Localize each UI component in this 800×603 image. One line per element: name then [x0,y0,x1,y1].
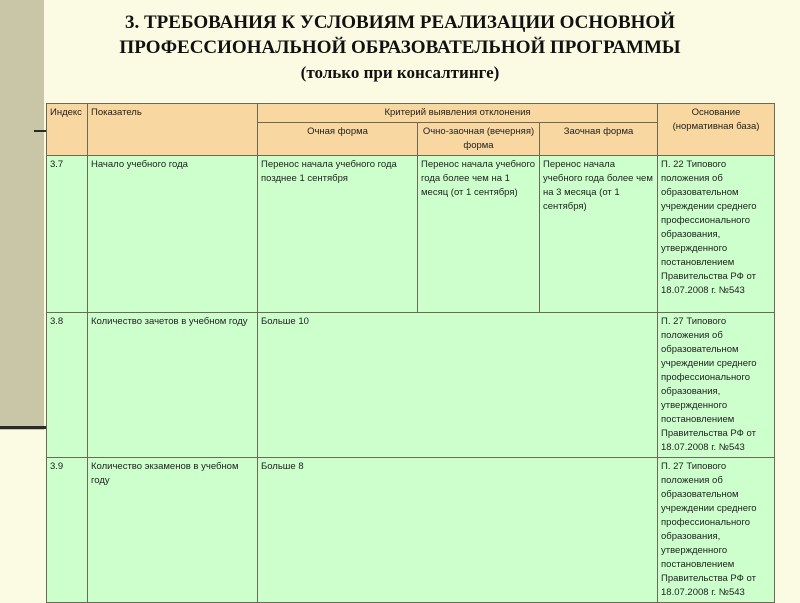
requirements-table [46,103,775,603]
table-header-row [47,104,775,123]
header-full-time: Очная форма [258,123,418,156]
cell-indicator: Начало учебного года [88,156,258,313]
cell-correspondence: Перенос начала учебного года более чем на 3 месяца (от 1 сентября) [540,156,658,313]
header-indicator: Показатель [88,104,258,156]
cell-basis: П. 27 Типового положения об образовательном учреждении среднего профессионального образования, утвержденного постановлением Правительства РФ от 18.07.2008 г. №543 [658,313,775,458]
header-basis: Основание (нормативная база) [658,104,775,156]
table-row [47,458,775,603]
cell-part-time: Перенос начала учебного года более чем на 1 месяц (от 1 сентября) [418,156,540,313]
cell-full-time: Перенос начала учебного года позднее 1 сентября [258,156,418,313]
cell-basis: П. 22 Типового положения об образовательном учреждении среднего профессионального образования, утвержденного постановлением Правительства РФ от 18.07.2008 г. №543 [658,156,775,313]
side-decoration-bar [0,0,44,430]
cell-index: 3.7 [47,156,88,313]
page-title [60,10,740,85]
header-index: Индекс [47,104,88,156]
cell-index: 3.8 [47,313,88,458]
header-criterion: Критерий выявления отклонения [258,104,658,123]
cell-basis: П. 27 Типового положения об образовательном учреждении среднего профессионального образования, утвержденного постановлением Правительства РФ от 18.07.2008 г. №543 [658,458,775,603]
header-correspondence: Заочная форма [540,123,658,156]
table-row [47,156,775,313]
cell-criterion: Больше 8 [258,458,658,603]
cell-indicator: Количество зачетов в учебном году [88,313,258,458]
side-divider-bottom [0,426,48,429]
table-row [47,313,775,458]
title-line-2: ПРОФЕССИОНАЛЬНОЙ ОБРАЗОВАТЕЛЬНОЙ ПРОГРАММЫ [119,37,681,58]
cell-indicator: Количество экзаменов в учебном году [88,458,258,603]
cell-index: 3.9 [47,458,88,603]
title-line-1: 3. ТРЕБОВАНИЯ К УСЛОВИЯМ РЕАЛИЗАЦИИ ОСНОВНОЙ [125,12,675,33]
header-part-time: Очно-заочная (вечерняя) форма [418,123,540,156]
cell-criterion: Больше 10 [258,313,658,458]
title-subtitle: (только при консалтинге) [300,63,500,82]
